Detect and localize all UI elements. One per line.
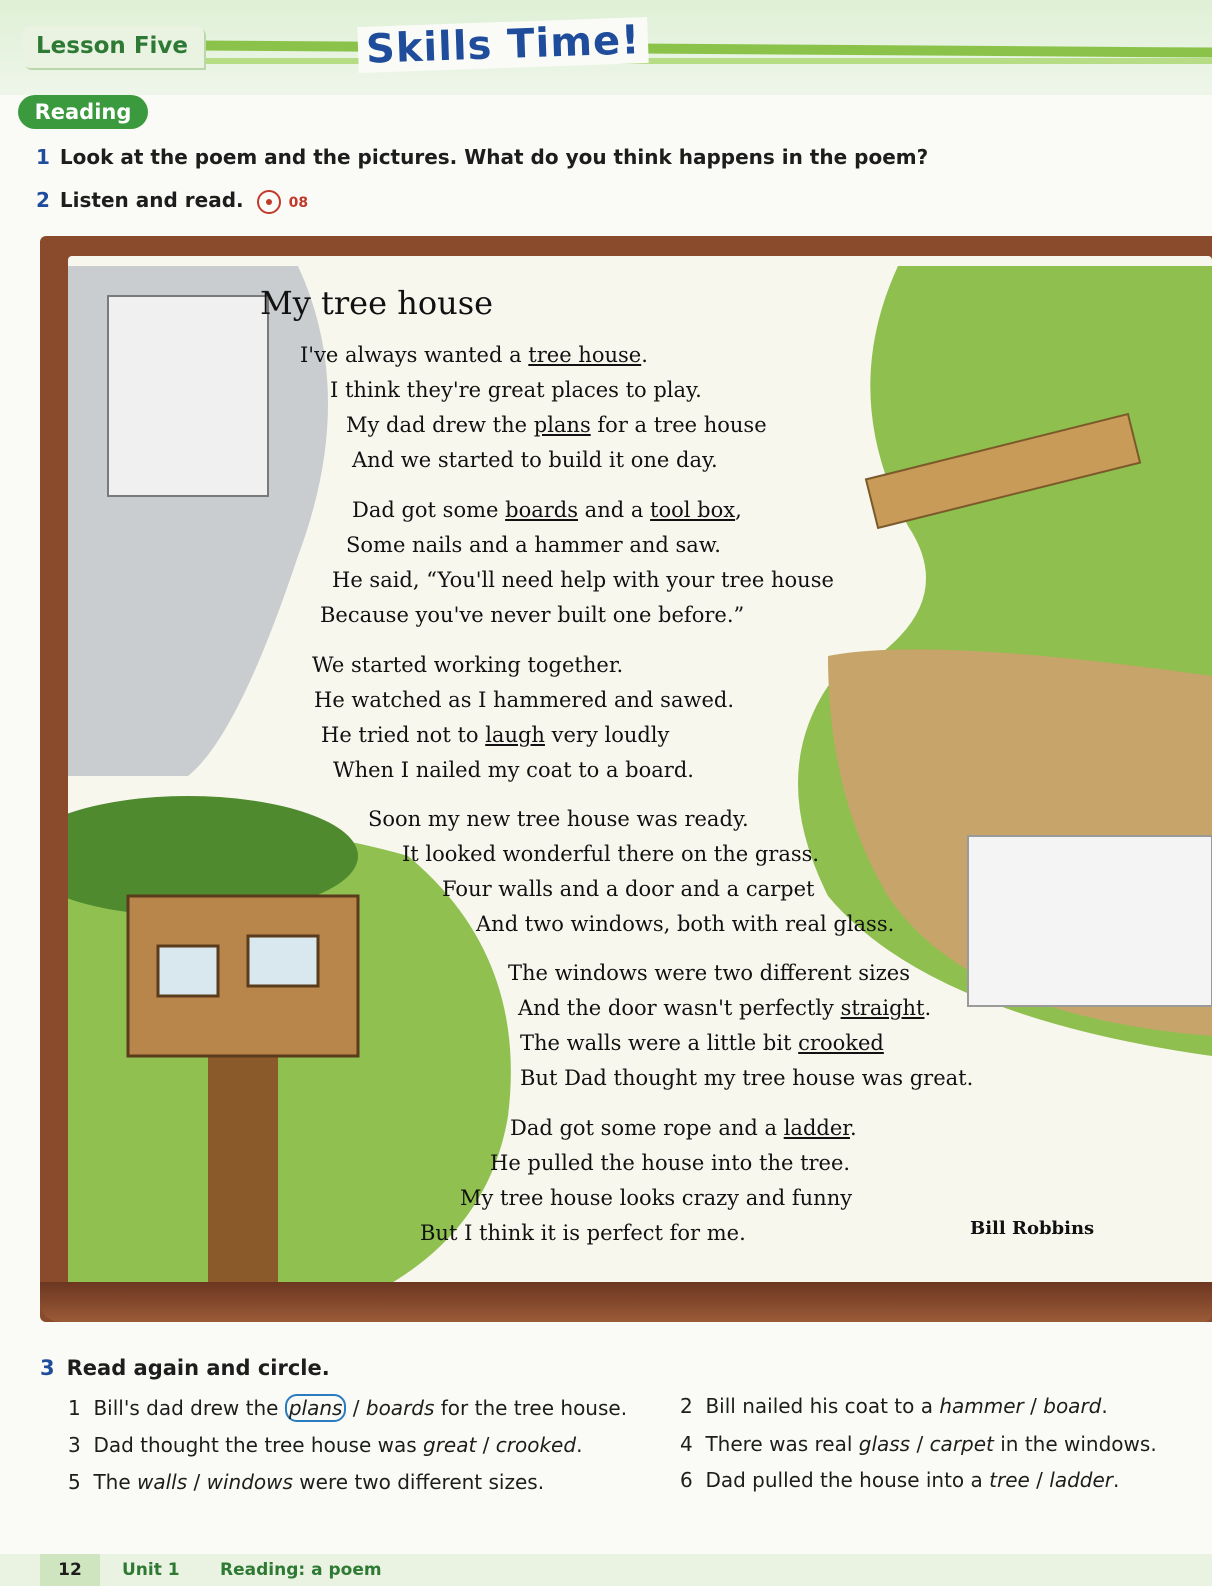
poem-line: But I think it is perfect for me. [420,1221,746,1245]
option[interactable]: hammer [939,1394,1024,1418]
stanza-5 [508,956,973,1096]
stanza-3 [312,648,734,788]
exercise-item-6: 6 Dad pulled the house into a tree / ladder. [680,1468,1120,1492]
audio-cd-icon[interactable] [257,190,281,214]
option[interactable]: boards [365,1396,435,1420]
poem-title: My tree house [260,284,494,322]
poem-line: My dad drew the plans for a tree house [346,413,767,437]
page-footer [0,1554,1212,1586]
easel-board [108,296,268,496]
poem-line: Dad got some boards and a tool box, [352,498,742,522]
stanza-4 [368,802,894,942]
option[interactable]: carpet [929,1432,994,1456]
poem-line: Four walls and a door and a carpet [442,877,815,901]
track-number: 08 [288,195,309,211]
instruction-number: 2 [36,188,50,212]
poem-line: He tried not to laugh very loudly [321,723,670,747]
plans-paper [968,836,1212,1006]
instruction-2 [36,188,308,214]
vocab-word: laugh [485,723,545,747]
instruction-text: Listen and read. [59,188,244,212]
instruction-number: 1 [36,145,50,169]
stanza-1 [300,338,767,478]
instruction-text: Look at the poem and the pictures. What do you think happens in the poem? [59,145,929,169]
poem-line: But Dad thought my tree house was great. [520,1066,974,1090]
vocab-word: tree house [528,343,642,367]
treehouse-window [248,936,318,986]
poem-author: Bill Robbins [970,1218,1095,1239]
stanza-2 [320,493,834,633]
option[interactable]: ladder [1049,1468,1114,1492]
poem-line: And the door wasn't perfectly straight. [518,996,932,1020]
circled-answer[interactable]: plans [285,1394,347,1422]
treehouse-window [158,946,218,996]
poem-line: I think they're great places to play. [330,378,702,402]
stanza-6 [420,1111,857,1251]
poem-line: Soon my new tree house was ready. [368,807,749,831]
poem-line: It looked wonderful there on the grass. [402,842,820,866]
lesson-label: Lesson Five [36,33,189,59]
option[interactable]: board [1043,1394,1102,1418]
page-title: Skills Time! [357,17,649,73]
poem-line: And two windows, both with real glass. [476,912,895,936]
tree-trunk [208,1026,278,1296]
vocab-word: tool box [650,498,736,522]
poem-line: The windows were two different sizes [508,961,911,985]
poem-line: He pulled the house into the tree. [490,1151,851,1175]
exercise-3-heading [40,1356,330,1380]
vocab-word: ladder [783,1116,850,1140]
vocab-word: boards [505,498,578,522]
poem-line: He said, “You'll need help with your tree house [332,568,834,592]
poem-line: Because you've never built one before.” [320,603,745,627]
poem-line: I've always wanted a tree house. [300,343,648,367]
instruction-1 [36,145,928,169]
exercise-item-3: 3 Dad thought the tree house was great / crooked. [68,1433,583,1457]
poem-line: We started working together. [312,653,624,677]
exercise-item-1: 1 Bill's dad drew the plans / boards for the tree house. [68,1396,628,1420]
section-badge: Reading [18,95,148,129]
footer-unit: Unit 1 [122,1560,180,1580]
poem-line: The walls were a little bit crooked [520,1031,884,1055]
lesson-tab [22,26,204,68]
exercise-title: Read again and circle. [66,1356,330,1380]
exercise-item-4: 4 There was real glass / carpet in the windows. [680,1432,1157,1456]
poem-line: And we started to build it one day. [352,448,718,472]
page-number: 12 [40,1554,100,1586]
option[interactable]: crooked [495,1433,577,1457]
exercise-item-5: 5 The walls / windows were two different sizes. [68,1470,545,1494]
option[interactable]: glass [858,1432,911,1456]
footer-topic: Reading: a poem [220,1560,382,1580]
exercise-item-2: 2 Bill nailed his coat to a hammer / board. [680,1394,1108,1418]
exercise-number: 3 [40,1356,55,1380]
vocab-word: plans [533,413,591,437]
poem-line: My tree house looks crazy and funny [460,1186,853,1210]
vocab-word: crooked [798,1031,884,1055]
poem-line: Some nails and a hammer and saw. [346,533,721,557]
poem-line: Dad got some rope and a ladder. [510,1116,857,1140]
poem-frame-lip [40,1282,1212,1322]
poem-line: He watched as I hammered and sawed. [314,688,734,712]
poem-line: When I nailed my coat to a board. [333,758,694,782]
option[interactable]: tree [989,1468,1030,1492]
option[interactable]: walls [137,1470,188,1494]
option[interactable]: windows [206,1470,293,1494]
vocab-word: straight [840,996,925,1020]
header-stripe-light [196,58,1212,64]
option[interactable]: great [423,1433,477,1457]
